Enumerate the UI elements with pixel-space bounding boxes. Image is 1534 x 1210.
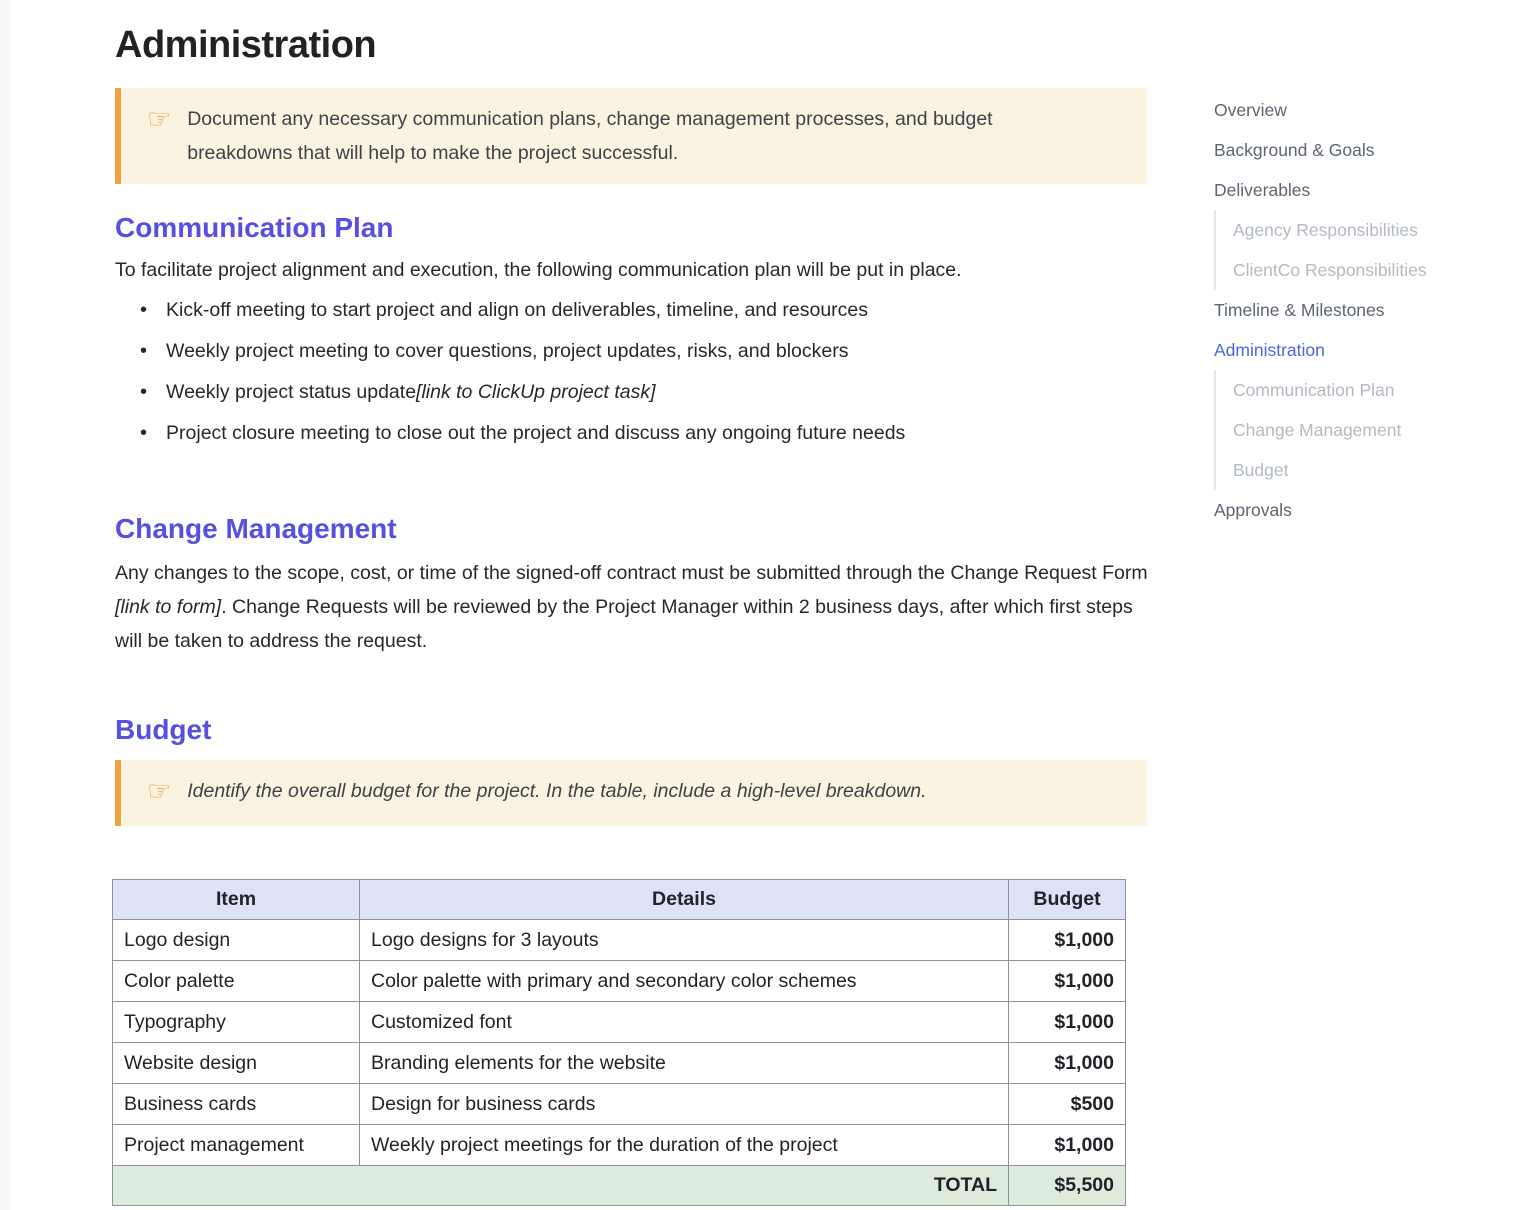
budget-total-row	[113, 1166, 1126, 1206]
toc-item-agency-responsibilities[interactable]: Agency Responsibilities	[1214, 210, 1514, 250]
pointing-finger-icon: ☞	[147, 104, 172, 134]
budget-table-row	[113, 1125, 1126, 1166]
communication-plan-list	[115, 290, 1150, 454]
budget-table-row	[113, 920, 1126, 961]
bullet-item: • Kick-off meeting to start project and align on deliverables, timeline, and resources	[115, 290, 1150, 331]
toc-item-timeline-milestones[interactable]: Timeline & Milestones	[1214, 299, 1385, 320]
toc-item-approvals[interactable]: Approvals	[1214, 499, 1292, 520]
column-header-budget: Budget	[1009, 880, 1126, 920]
toc-item-clientco-responsibilities[interactable]: ClientCo Responsibilities	[1214, 250, 1514, 290]
budget-table	[112, 879, 1126, 1206]
item-cell: Logo design	[113, 920, 360, 961]
bullet-item: • Project closure meeting to close out the project and discuss any ongoing future needs	[115, 413, 1150, 454]
budget-cell: $1,000	[1009, 1043, 1126, 1084]
details-cell: Weekly project meetings for the duration of the project	[360, 1125, 1009, 1166]
budget-table-row	[113, 1084, 1126, 1125]
document-content	[115, 0, 1150, 1210]
bullet-item: • Weekly project status update [link to ClickUp project task]	[115, 372, 1150, 413]
item-cell: Website design	[113, 1043, 360, 1084]
details-cell: Customized font	[360, 1002, 1009, 1043]
budget-table-row	[113, 1002, 1126, 1043]
intro-callout	[115, 88, 1147, 184]
budget-table-row	[113, 961, 1126, 1002]
table-of-contents	[1214, 90, 1514, 530]
toc-item-change-management[interactable]: Change Management	[1214, 410, 1514, 450]
toc-item-budget[interactable]: Budget	[1214, 450, 1514, 490]
budget-cell: $1,000	[1009, 920, 1126, 961]
budget-cell: $500	[1009, 1084, 1126, 1125]
item-cell: Color palette	[113, 961, 360, 1002]
toc-item-background-goals[interactable]: Background & Goals	[1214, 139, 1375, 160]
section-heading-communication-plan: Communication Plan	[115, 212, 394, 243]
budget-total-label: TOTAL	[113, 1166, 1009, 1206]
communication-plan-intro: To facilitate project alignment and execution, the following communication plan will be put in place.	[115, 259, 962, 281]
budget-callout-text: Identify the overall budget for the project. In the table, include a high-level breakdown.	[187, 780, 927, 802]
change-management-text-after: . Change Requests will be reviewed by the Project Manager within 2 business days, after which first steps will be taken to address the request.	[115, 596, 1133, 652]
section-heading-change-management: Change Management	[115, 513, 397, 544]
budget-cell: $1,000	[1009, 961, 1126, 1002]
bullet-item: • Weekly project meeting to cover questions, project updates, risks, and blockers	[115, 331, 1150, 372]
budget-cell: $1,000	[1009, 1125, 1126, 1166]
toc-item-deliverables[interactable]: Deliverables	[1214, 179, 1311, 200]
toc-item-communication-plan[interactable]: Communication Plan	[1214, 370, 1514, 410]
budget-table-header-row	[113, 880, 1126, 920]
item-cell: Typography	[113, 1002, 360, 1043]
item-cell: Business cards	[113, 1084, 360, 1125]
section-heading-budget: Budget	[115, 714, 212, 745]
item-cell: Project management	[113, 1125, 360, 1166]
details-cell: Logo designs for 3 layouts	[360, 920, 1009, 961]
toc-item-overview[interactable]: Overview	[1214, 99, 1287, 120]
column-header-item: Item	[113, 880, 360, 920]
details-cell: Branding elements for the website	[360, 1043, 1009, 1084]
toc-item-administration[interactable]: Administration	[1214, 339, 1325, 360]
details-cell: Design for business cards	[360, 1084, 1009, 1125]
details-cell: Color palette with primary and secondary color schemes	[360, 961, 1009, 1002]
window-left-edge	[0, 0, 10, 1210]
change-management-text: Any changes to the scope, cost, or time of the signed-off contract must be submitted through the Change Request Form	[115, 562, 1148, 584]
page-title: Administration	[115, 24, 377, 66]
budget-cell: $1,000	[1009, 1002, 1126, 1043]
budget-total-value: $5,500	[1009, 1166, 1126, 1206]
column-header-details: Details	[360, 880, 1009, 920]
budget-table-row	[113, 1043, 1126, 1084]
pointing-finger-icon: ☞	[147, 776, 172, 806]
intro-callout-text: Document any necessary communication plans, change management processes, and budget breakdowns that will help to make the project successful.	[187, 108, 993, 164]
budget-callout	[115, 760, 1147, 826]
change-management-link-placeholder: [link to form]	[115, 596, 222, 618]
change-management-body	[115, 556, 1150, 658]
